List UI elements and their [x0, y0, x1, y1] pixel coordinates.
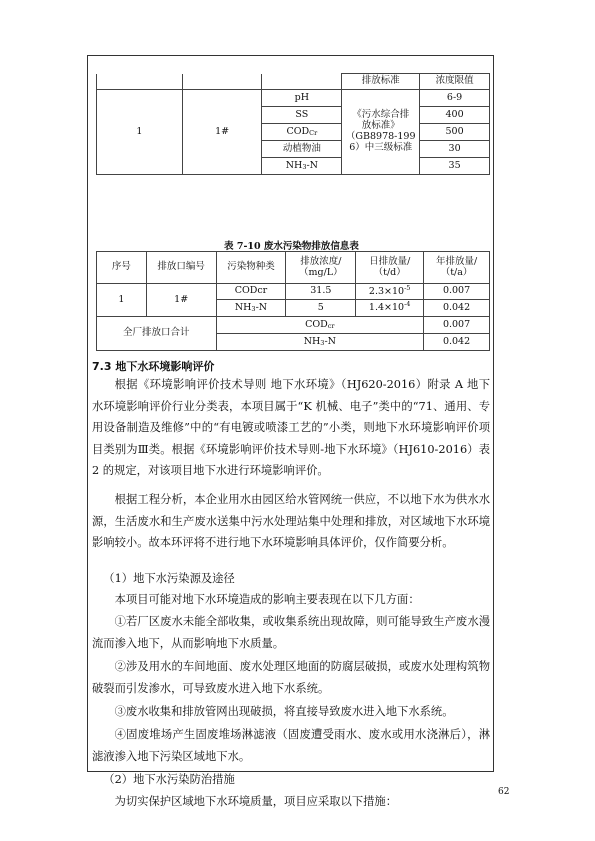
paragraph-intro: 本项目可能对地下水环境造成的影响主要表现在以下几方面： [114, 593, 420, 606]
discharge-standard-table [96, 73, 490, 175]
exponent: -4 [404, 300, 411, 309]
table-cell [216, 334, 424, 351]
table-cell: 0.007 [424, 284, 490, 300]
table-header: 日排放量/（t/d） [356, 252, 424, 284]
table-cell [356, 300, 424, 317]
exponent: -5 [404, 283, 411, 292]
table-cell: 0.007 [424, 317, 490, 334]
table-row [97, 90, 490, 107]
standard-line: 《污水综合排 [352, 109, 410, 121]
table-cell: 31.5 [286, 284, 356, 300]
table-cell: 0.042 [424, 334, 490, 351]
table-cell: 1 [97, 90, 183, 175]
table-header: 序号 [97, 252, 147, 284]
table-cell [262, 158, 342, 175]
table-cell: CODcr [216, 284, 286, 300]
pollutant-name: NH [234, 301, 252, 313]
table-cell: 1 [97, 284, 147, 317]
table-row [97, 284, 490, 300]
table-cell: 500 [420, 124, 490, 141]
page-number: 62 [498, 787, 510, 797]
table-cell: 35 [420, 158, 490, 175]
table-cell: pH [262, 90, 342, 107]
section-title: 7.3 地下水环境影响评价 [92, 360, 215, 373]
table-cell: 30 [420, 141, 490, 158]
paragraph-item-4: ④固废堆场产生固废堆场淋滤液（固废遭受雨水、废水或用水浇淋后），淋滤液渗入地下污染区域地下水。 [92, 728, 490, 763]
table-cell: 1# [182, 90, 262, 175]
total-label: 全厂排放口合计 [97, 317, 217, 351]
table-cell: 5 [286, 300, 356, 317]
paragraph-measures: 为切实保护区域地下水环境质量，项目应采取以下措施： [114, 795, 398, 808]
standard-line: 放标准》 [361, 120, 400, 132]
table-cell [262, 124, 342, 141]
table-header: 浓度限值 [420, 74, 490, 90]
table-cell: 0.042 [424, 300, 490, 317]
table-header: 污染物种类 [216, 252, 286, 284]
subheading-pollution-source: （1）地下水污染源及途径 [103, 572, 235, 585]
table-header: 排放浓度/（mg/L） [286, 252, 356, 284]
table-cell: 400 [420, 107, 490, 124]
pollutant-suffix: -N [255, 301, 268, 313]
table-row [97, 317, 490, 334]
subscript: Cr [309, 128, 318, 137]
table-cell: 1# [146, 284, 216, 317]
table-header: 排放标准 [342, 74, 420, 90]
daily-value: 1.4×10 [368, 302, 405, 314]
table-cell: 动植物油 [262, 141, 342, 158]
table-cell: SS [262, 107, 342, 124]
table-header: 排放口编号 [146, 252, 216, 284]
pollutant-name: COD [305, 318, 328, 330]
standard-line: （GB8978-199 [345, 131, 416, 142]
paragraph-analysis: 根据工程分析，本企业用水由园区给水管网统一供应，不以地下水为供水水源，生活废水和生产废水送集中污水处理站集中处理和排放，对区域地下水环境影响较小。故本环评将不进行地下水环境影响具体评价，仅作简要分析。 [92, 493, 490, 549]
subscript: 3 [302, 162, 307, 171]
paragraph-item-2: ②涉及用水的车间地面、废水处理区地面的防腐层破损，或废水处理构筑物破裂而引发渗水，可导致废水进入地下水系统。 [92, 660, 490, 695]
subheading-prevention: （2）地下水污染防治措施 [103, 773, 235, 786]
pollutant-suffix: -N [324, 335, 336, 347]
pollutant-name: NH [303, 335, 321, 347]
standard-line: 6）中三级标准 [349, 141, 413, 153]
subscript: cr [327, 321, 335, 330]
table-row [97, 252, 490, 284]
pollutant-suffix: -N [306, 159, 318, 171]
table-cell: 6-9 [420, 90, 490, 107]
daily-value: 2.3×10 [368, 286, 405, 298]
table-caption: 表 7-10 废水污染物排放信息表 [224, 241, 359, 252]
subscript: 3 [251, 304, 256, 313]
table-cell [356, 284, 424, 300]
table-cell [216, 300, 286, 317]
pollutant-name: NH [285, 159, 303, 171]
table-cell [216, 317, 424, 334]
paragraph-item-1: ①若厂区废水未能全部收集，或收集系统出现故障，则可能导致生产废水漫流而渗入地下，从而影响地下水质量。 [92, 615, 490, 650]
wastewater-emission-table [96, 251, 490, 351]
pollutant-name: COD [286, 125, 310, 137]
subscript: 3 [320, 338, 325, 347]
page-frame [87, 55, 494, 808]
paragraph-item-3: ③废水收集和排放管网出现破损，将直接导致废水进入地下水系统。 [114, 705, 454, 718]
table-row [97, 74, 490, 90]
paragraph-classification: 根据《环境影响评价技术导则 地下水环境》（HJ620-2016）附录 A 地下水环境影响评价行业分类表，本项目属于“K 机械、电子”类中的“71、通用、专用设备制造及维修”中的“有电镀或喷漆工艺的”小类，则地下水环境影响评价项目类别为Ⅲ类。根据《环境影响评价技术导则-地下水环境》（HJ610-2016）表 2 的规定，对该项目地下水进行环境影响评价。 [92, 378, 490, 477]
table-header: 年排放量/（t/a） [424, 252, 490, 284]
standard-cell [342, 90, 420, 175]
